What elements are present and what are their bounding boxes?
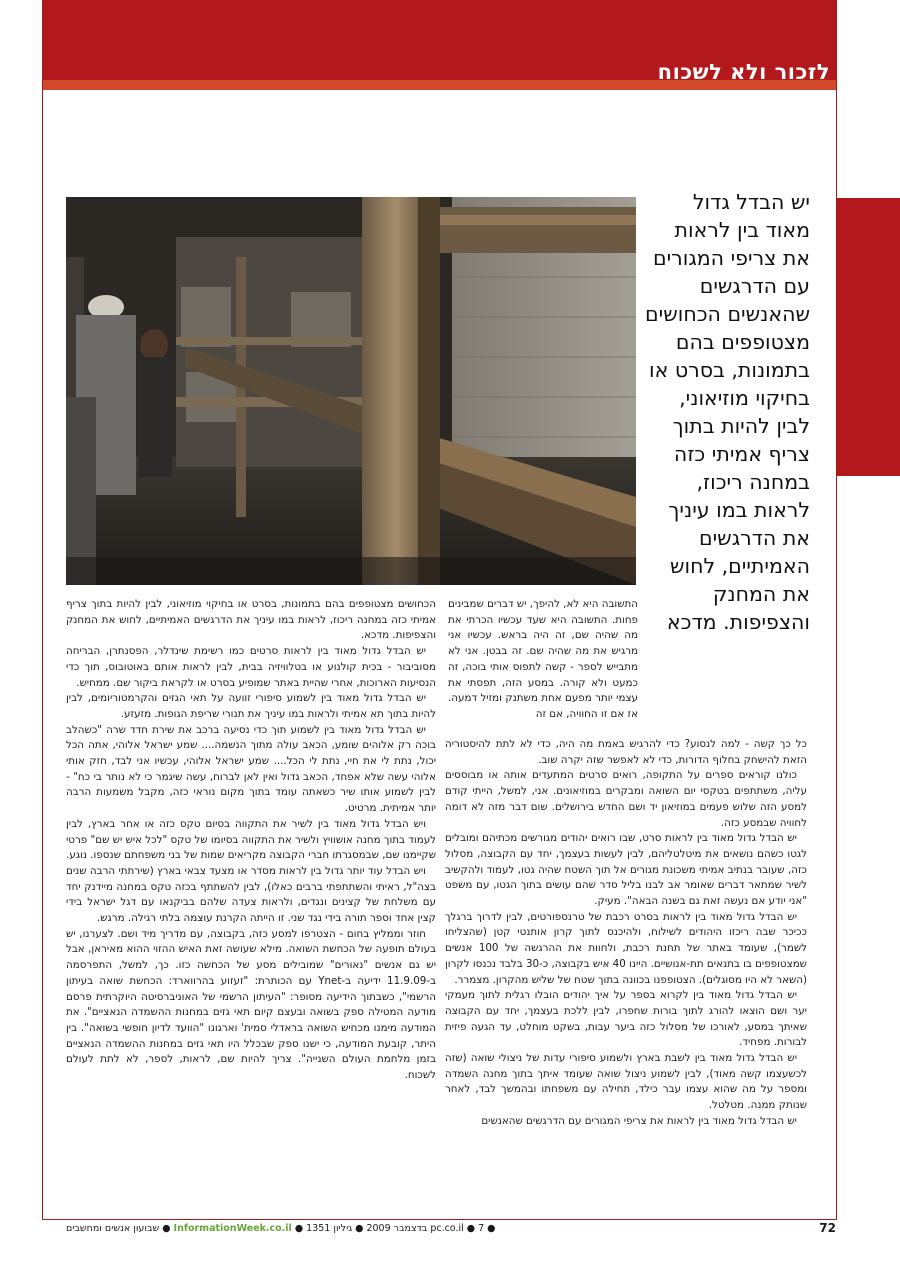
footer-bullet: ● — [291, 1222, 304, 1234]
footer-bullet: ● — [466, 1222, 479, 1234]
body-column-left — [66, 597, 436, 1084]
footer-bullet: ● — [159, 1222, 171, 1234]
barracks-photo — [66, 197, 636, 585]
footer-pc-site[interactable]: pc.co.il — [430, 1222, 464, 1234]
body-column-middle — [445, 737, 807, 1130]
side-tab — [837, 198, 900, 476]
paragraph: יש הבדל גדול מאוד בין לראות בסרט רכבת של טרנספורטים, לבין לדרוך ברגלך ככיכר שבה ריכזו היהודים לשילוח, ולהיכנס לתוך קרון אותנטי קטן (שהצליחו לשמר), שעומד באתר של תחנת רכבת, ולחוות את ההרגשה של 100 אנשים שמצטופפים בו בתנאים תת-אנושיים. היינו 40 איש בקבוצה, כ-30 בלבד נכנסו לקרון (השאר לא היו מסוגלים). הצטופפנו בכוונה בתוך שטח של שליש מהקרון. מצמרר. — [445, 910, 807, 986]
paragraph: יש הבדל גדול מאוד בין לשמוע סיפורי זוועה על תאי הגזים והקרמטוריומים, לבין להיות בתוך תא אמיתי ולראות במו עיניך את תנורי שריפת הגופות. מזעזע. — [66, 692, 436, 720]
paragraph: יש הבדל גדול מאוד בין לראות סרט, שבו רואים יהודים מגורשים מכתיהם ומובלים לגטו כשהם נושאים את מיטלטליהם, לבין לעשות בעצמך, יחד עם הקבוצה, מסלול כזה, שעובר בנתיב אמיתי משכונת מגורים אל תוך השטח שהיה גטו, לעמוד ולהקשיב לשיר שמתאר דברים שאומר אב לבנו בליל סדר שהם עושים בתוך הגטו, עם משפט "אני יודע אם נעשה זאת גם בשנה הבאה". מעיק. — [445, 832, 807, 908]
barracks-photo-illustration — [66, 197, 636, 585]
pull-quote: יש הבדל גדול מאוד בין לראות את צריפי המגורים עם הדרגשים שהאנשים הכחושים מצטופפים בהם בתמונות, בסרט או בחיקוי מוזיאוני, לבין להיות בתוך צריף אמיתי כזה במחנה ריכוז, לראות במו עיניך את הדרגשים האמיתיים, לחוש את המחנק והצפיפות. מדכא — [645, 190, 810, 634]
footer-bullet: ● — [352, 1222, 364, 1234]
paragraph: הכחושים מצטופפים בהם בתמונות, בסרט או בחיקוי מוזיאוני, לבין להיות בתוך צריף אמיתי כזה במחנה ריכוז, לראות במו עיניך את הדרגשים האמיתיים, לחוש את המחנק והצפיפות. מדכא. — [66, 598, 436, 642]
paragraph: יש הבדל גדול מאוד בין לשמוע תוך כדי נסיעה ברכב את שירת חדד שרה "כשהלב בוכה רק אלוהים שומע, הכאב עולה מתוך הנשמה.... שמע ישראל אלוהי, אתה הכל יכול, נתת לי את חיי, נתת לי הכל.... שמע ישראל אלוהי, עכשיו אני לבד, חזק אותי אלוהי עשה שלא אפחד, הכאב גדול ואין לאן לברוח, עשה שיגמר כי לא נותר בי כח" - לבין לשמוע אותו שיר כשאתה עומד בתוך מקום נוראי כזה, מקבל משמעות הרבה יותר אמיתית. מרטיט. — [66, 723, 436, 815]
footer-issue: גיליון 1351 — [306, 1222, 353, 1234]
paragraph: כולנו קוראים ספרים על התקופה, רואים סרטים המתעדים אותה או מבוססים עליה, משתתפים בטקסי יום השואה ומבקרים במוזיאונים. אני, למשל, הייתי קודם למסע הזה שלוש פעמים במוזיאון יד ושם החדש בירושלים. שום דבר מזה לא דומה לחוויה שבמסע כזה. — [445, 769, 807, 829]
paragraph: יש הבדל גדול מאוד בין לראות סרטים כמו רשימת שינדלר, הפסנתרן, הבריחה מסוביבור - בכית קולנוע או בטלוויזיה בבית, לבין לראות אותם באוטובוס, תוך כדי הנסיעות הארוכות, אחרי שהיית באתר שמופיע בסרט או לקראת ביקור שם. ממחיש. — [66, 645, 436, 689]
footer-line — [66, 1223, 495, 1234]
paragraph: ויש הבדל עוד יותר גדול בין לראות מסדר או מצעד צבאי בארץ (שירתתי הרבה שנים בצה"ל, ראיתי והשתתפתי ברבים כאלו), לבין להשתתף בכזה טקס במחנה מיידנק יחד עם משלחת של קצינים ונגדים, ולראות צעדה שלהם בביקנאו עם דגל ישראל בידי קצין אחד וספר תורה בידי נגד שני. זו הייתה הקרנת עוצמה בלתי רגילה. מרגש. — [66, 864, 436, 925]
paragraph: התשובה היא לא, להיפך, יש דברים שמבינים פחות. התשובה היא שעד עכשיו הכרתי את מה שהיה שם, זה היה בראש. עכשיו אני מרגיש את מה שהיה שם. זה בבטן. אני לא מתבייש לספר - קשה לתפוס אותי בוכה, זה כמעט ולא קורה. במסע הזה, תפסתי את עצמי יותר מפעם אחת משתנק ומזיל דמעה. אז אם זו החוויה, אם זה — [448, 598, 638, 720]
paragraph: ויש הבדל גדול מאוד בין לשיר את התקווה בסיום טקס כזה או אחר בארץ, לבין לעמוד בתוך מחנה אושוויץ ולשיר את התקווה בסיומו של טקס "לכל איש יש שם" פרטי שקיימנו שם, שבמסגרתו חברי הקבוצה מקריאים שמות של בני משפחתם שנספו. נוגע. — [66, 817, 436, 862]
paragraph: יש הבדל גדול מאוד בין לשבת בארץ ולשמוע סיפורי עדות של ניצולי שואה (שזה לכשעצמו קשה מאוד), לבין לשמוע ניצול שואה שעומד איתך בתוך מחנה השמדה ומספר על מה שהוא עצמו עבר כילד, תחילה עם משפחתו ובהמשך לבד, לאחר שנותק ממנה. מטלטל. — [445, 1052, 807, 1112]
paragraph: יש הבדל גדול מאוד בין לקרוא בספר על איך יהודים הובלו רגלית לתוך מעמקי יער ושם הוצאו להורג לתוך בורות שחפרו, לבין ללכת בעצמך, יחד עם הקבוצה שאיתך במסע, לאורכו של מסלול כזה ביער עבות, בשקט מוחלט, עד הגעה פיזית לבורות. מפחיד. — [445, 989, 807, 1049]
body-column-right — [448, 597, 638, 723]
section-title: לזכור ולא לשכוח — [657, 60, 830, 84]
footer-date: 7 בדצמבר 2009 — [366, 1222, 485, 1234]
paragraph: כל כך קשה - למה לנסוע? כדי להרגיש באמת מה היה, כדי לא לתת להיסטוריה הזאת להישחק בחלוף הדורות, כדי לא לאפשר שזה יקרה שוב. — [445, 738, 807, 766]
footer-bullet: ● — [484, 1222, 496, 1234]
footer — [66, 1219, 836, 1237]
footer-publication: שבועון אנשים ומחשבים — [66, 1222, 160, 1234]
paragraph: יש הבדל גדול מאוד בין לראות את צריפי המגורים עם הדרגשים שהאנשים — [481, 1114, 797, 1127]
page-number: 72 — [819, 1221, 836, 1235]
paragraph: חוזר וממליץ בחום - הצטרפו למסע כזה, בקבוצה, עם מדריך מיד ושם. לצערנו, יש בעולם תופעה של הכחשת השואה. מילא שעושה זאת האיש ההזוי ההוא מאיראן, אבל יש גם אנשים "נאורים" שמובילים מסע של הכחשה כזו. כך, למשל, התפרסמה ב-11.9.09 ידיעה ב-Ynet עם הכותרת: "זעזוע בהרווארד: הכחשת שואה בעיתון הרשמי", כשבתוך הידיעה מסופר: "העיתון הרשמי של האוניברסיטה היוקרתית פרסם מודעה המטילה ספק בשואה ובעצם קיום תאי גזים במחנות ההשמדה הנאציים". את המודעה מימנו מכחיש השואה בראדלי סמית' וארגונו "הוועד לדיון חופשי בשואה". בין היתר, קובעת המודעה, כי ישנו ספק שבכלל היו תאי גזים במחנות ההשמדה הנאציים בזמן מלחמת העולם השנייה". צריך להיות שם, לראות, לספר, לא לתת לעולם לשכוח. — [66, 927, 436, 1082]
footer-main-site[interactable]: InformationWeek.co.il — [173, 1222, 292, 1234]
